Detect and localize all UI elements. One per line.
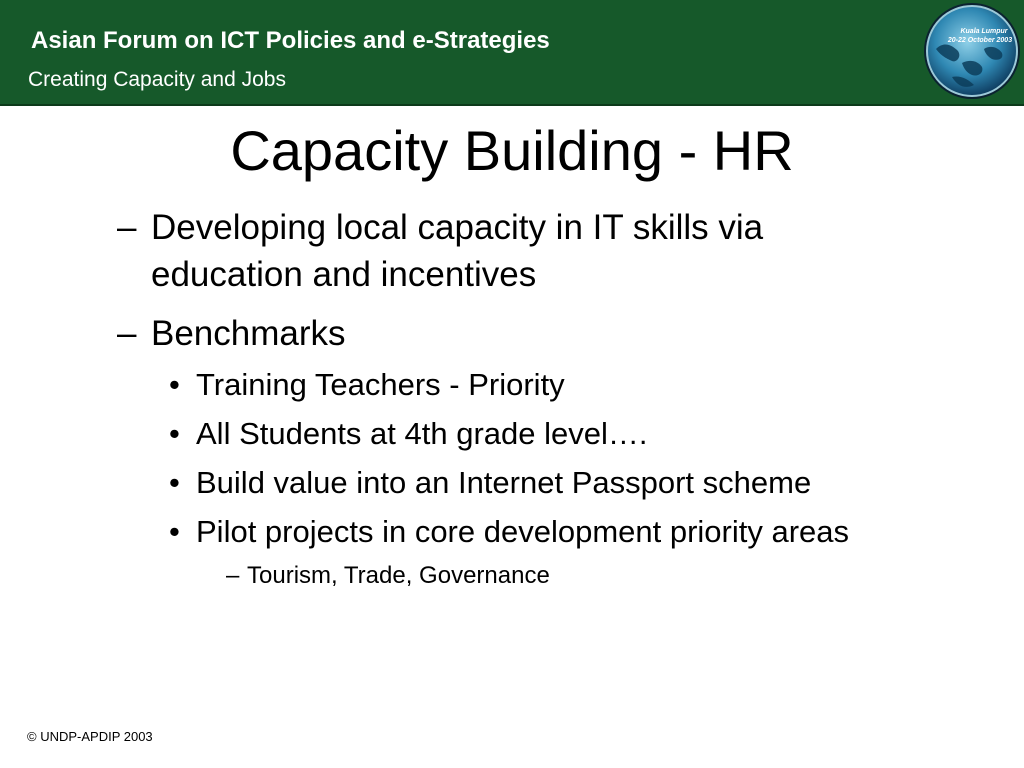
logo-date-text: 20-22 October 2003 (947, 37, 1013, 44)
dash-marker: – (117, 208, 137, 247)
bullet-text-line: Benchmarks (151, 314, 346, 353)
bullet-dot: • (169, 367, 180, 402)
sub-bullet-text: All Students at 4th grade level…. (196, 416, 648, 451)
dash-marker: – (117, 314, 137, 353)
sub-sub-bullet-text: Tourism, Trade, Governance (247, 562, 550, 589)
sub-bullet-all-students (169, 414, 769, 454)
sub-bullet-text: Build value into an Internet Passport scheme (196, 465, 812, 500)
bullet-dot: • (169, 514, 180, 549)
conference-globe-logo (922, 1, 1022, 101)
bullet-dot: • (169, 416, 180, 451)
sub-bullet-text: Training Teachers - Priority (196, 367, 565, 402)
sub-bullet-internet-passport (169, 463, 889, 503)
forum-subtitle: Creating Capacity and Jobs (28, 68, 286, 91)
slide-title: Capacity Building - HR (230, 119, 794, 182)
header-divider (0, 104, 1024, 106)
sub-bullet-pilot-projects (169, 512, 929, 552)
bullet-dot: • (169, 465, 180, 500)
sub-sub-bullet-tourism-trade (226, 561, 646, 591)
header-banner (0, 0, 1024, 104)
dash-marker: – (226, 562, 240, 589)
logo-city-text: Kuala Lumpur (960, 28, 1008, 35)
bullet-developing-capacity (117, 204, 877, 298)
globe-icon (922, 1, 1022, 101)
copyright-footer: © UNDP-APDIP 2003 (27, 729, 153, 744)
forum-title: Asian Forum on ICT Policies and e-Strategies (31, 27, 550, 54)
bullet-benchmarks (117, 310, 517, 357)
bullet-text-line: Developing local capacity in IT skills via (151, 208, 764, 247)
sub-bullet-text: Pilot projects in core development priority areas (196, 514, 850, 549)
bullet-text-line: education and incentives (151, 255, 537, 294)
sub-bullet-training-teachers (169, 365, 769, 405)
